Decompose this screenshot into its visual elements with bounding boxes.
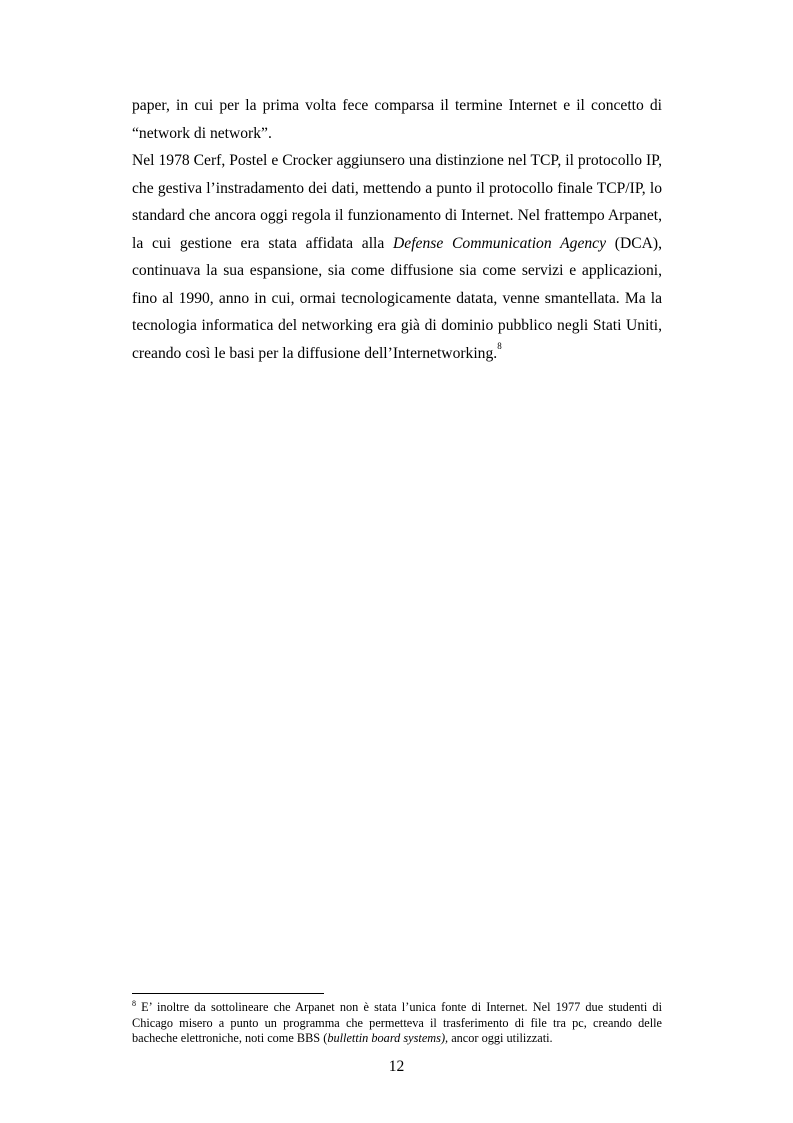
footnote-text-end: ancor oggi utilizzati. [448, 1031, 553, 1046]
footnote-separator [132, 993, 324, 994]
footnote [132, 1000, 662, 1047]
footnote-marker: 8 [132, 998, 136, 1008]
body-text [132, 92, 662, 367]
footnote-reference[interactable]: 8 [497, 341, 502, 352]
footnote-text: E’ inoltre da sottolineare che Arpanet non è stata l’unica fonte di Internet. Nel 1977 due studenti di Chicago misero a punto un programma che permetteva il trasferimento di file tra pc, creando delle bacheche elettroniche, noti come BBS ( [132, 1000, 662, 1046]
paragraph-text: paper, in cui per la prima volta fece comparsa il termine Internet e il concetto di “network di network”. [132, 97, 662, 142]
paragraph-text: (DCA), continuava la sua espansione, sia come diffusione sia come servizi e applicazioni, fino al 1990, anno in cui, ormai tecnologicamente datata, venne smantellata. Ma la tecnologia informatica del networking era già di dominio pubblico negli Stati Uniti, creando così le basi per la diffusione dell’Internetworking. [132, 234, 662, 362]
paragraph-continuation [132, 92, 662, 147]
page-number: 12 [388, 1058, 405, 1075]
footnote-italic: bullettin board systems), [327, 1031, 449, 1046]
paragraph-tcp-ip [132, 147, 662, 367]
paragraph-text: Nel 1978 Cerf, Postel e Crocker aggiunsero una distinzione nel TCP, il protocollo IP, che gestiva l’instradamento dei dati, mettendo a punto il protocollo finale TCP/IP, lo standard che ancora oggi regola il funzionamento di Internet. Nel frattempo Arpanet, la cui gestione era stata affidata alla [132, 152, 662, 252]
italic-term-dca: Defense Communication Agency [393, 234, 607, 252]
